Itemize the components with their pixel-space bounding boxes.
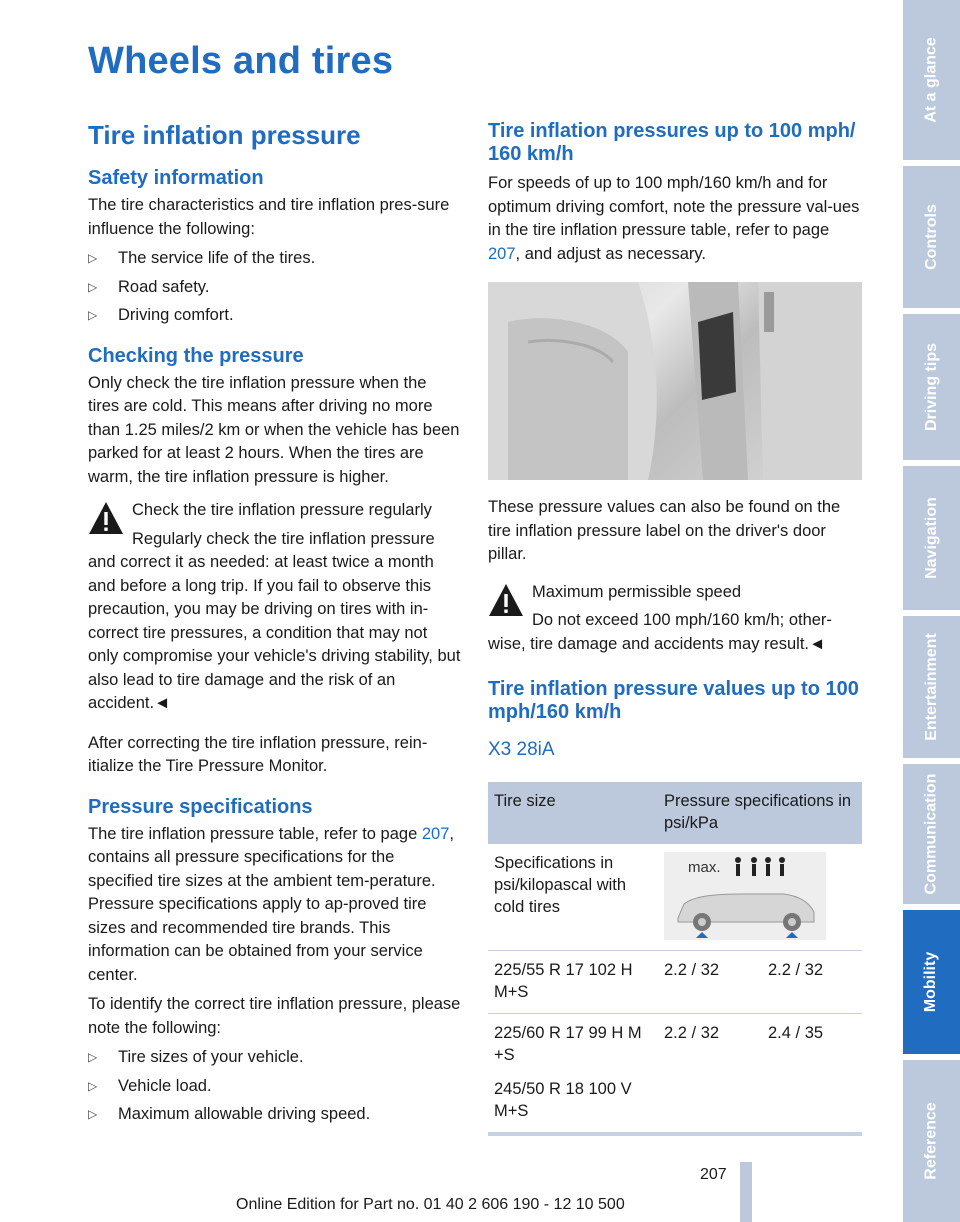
rear-pressure-cell: 2.2 / 32	[762, 951, 862, 1014]
safety-intro: The tire characteristics and tire inflation pres-sure influence the following:	[88, 196, 450, 238]
left-column	[88, 118, 462, 1132]
tire-size-cell: 225/55 R 17 102 H M+S	[488, 951, 658, 1014]
after-text: After correcting the tire inflation pressure, rein-itialize the Tire Pressure Monitor.	[88, 733, 428, 775]
table-row	[488, 951, 862, 1014]
column-header: Pressure specifications in psi/kPa	[658, 782, 862, 844]
pressure-heading: Pressure specifications	[88, 795, 313, 818]
tab-communication[interactable]: Communication	[903, 764, 960, 904]
rear-pressure-cell: 2.4 / 35	[762, 1014, 862, 1135]
pressure-text: The tire inflation pressure table, refer to page 207, contains all pressure specifications for the specified tire sizes at the ambient tem-perature. Pressure specifications apply to ap-proved tire sizes and recommended tire brands. This information can be obtained from your service center.	[88, 824, 454, 984]
page-link[interactable]: 207	[488, 244, 516, 263]
speed-text: For speeds of up to 100 mph/160 km/h and for optimum driving comfort, note the pressure val-ues in the tire inflation pressure table, refer to page 207, and adjust as necessary.	[488, 174, 860, 263]
warning-icon	[88, 501, 124, 535]
warning-body: Do not exceed 100 mph/160 km/h; other-wise, tire damage and accidents may result.◄	[488, 611, 832, 653]
checking-heading: Checking the pressure	[88, 344, 304, 367]
triangle-bullet-icon: ▷	[88, 251, 98, 265]
safety-list	[88, 247, 462, 328]
page-title: Wheels and tires	[88, 40, 394, 82]
table-row	[488, 1014, 862, 1135]
values-heading: Tire inflation pressure values up to 100 mph/160 km/h	[488, 678, 859, 723]
page-number: 207	[700, 1166, 727, 1183]
door-pillar-illustration	[488, 282, 862, 480]
column-header: Tire size	[488, 782, 658, 844]
tab-entertainment[interactable]: Entertainment	[903, 616, 960, 758]
label-text: These pressure values can also be found on the tire inflation pressure label on the driver's door pillar.	[488, 498, 841, 563]
list-item: ▷ Vehicle load.	[88, 1075, 462, 1099]
warning-block	[488, 581, 862, 657]
list-item: ▷ Maximum allowable driving speed.	[88, 1103, 462, 1127]
table-row	[488, 844, 862, 951]
front-pressure-cell: 2.2 / 32	[658, 951, 762, 1014]
list-item: ▷ Road safety.	[88, 276, 462, 300]
chapter-tabs	[903, 0, 960, 1222]
triangle-bullet-icon: ▷	[88, 1078, 98, 1093]
footer-text: Online Edition for Part no. 01 40 2 606 190 - 12 10 500	[236, 1196, 625, 1213]
tab-driving-tips[interactable]: Driving tips	[903, 314, 960, 460]
identify-text: To identify the correct tire inflation pressure, please note the following:	[88, 995, 461, 1037]
warning-title: Maximum permissible speed	[532, 582, 742, 601]
tab-mobility[interactable]: Mobility	[903, 910, 960, 1054]
checking-text: Only check the tire inflation pressure when the tires are cold. This means after driving no more than 1.25 miles/2 km or when the vehicle has been parked for at least 2 hours. When the tires are warm, the tire inflation pressure is higher.	[88, 373, 460, 486]
page-marker-bar	[740, 1162, 752, 1222]
list-item: ▷ Tire sizes of your vehicle.	[88, 1046, 462, 1070]
model-heading: X3 28iA	[488, 739, 555, 760]
page-link[interactable]: 207	[421, 824, 450, 843]
triangle-bullet-icon: ▷	[88, 1107, 98, 1121]
car-load-icon	[664, 852, 826, 940]
warning-icon	[488, 583, 524, 617]
tire-size-cell: 225/60 R 17 99 H M +S 245/50 R 18 100 V M+S	[488, 1014, 658, 1135]
warning-title: Check the tire inflation pressure regularly	[132, 501, 432, 519]
section-title: Tire inflation pressure	[88, 120, 361, 150]
table-header-row	[488, 782, 862, 844]
door-pillar-photo	[488, 282, 862, 480]
load-diagram	[664, 852, 826, 940]
list-item: ▷ Driving comfort.	[88, 304, 462, 328]
right-column	[488, 120, 862, 1136]
spec-label: Specifications in psi/kilopascal with cold tires	[488, 844, 658, 951]
triangle-bullet-icon: ▷	[88, 279, 98, 294]
identify-list	[88, 1046, 462, 1127]
warning-body: Regularly check the tire inflation pressure and correct it as needed: at least twice a month and before a long trip. If you fail to observe this precaution, you may be driving on tires with in-correct tire pressures, a condition that may not only compromise your vehicle's driving stability, but also lead to tire damage and the risk of an accident.◄	[88, 529, 461, 712]
triangle-bullet-icon: ▷	[88, 1050, 98, 1064]
pressure-table	[488, 782, 862, 1136]
tab-navigation[interactable]: Navigation	[903, 466, 960, 610]
front-pressure-cell: 2.2 / 32	[658, 1014, 762, 1135]
max-label: max.	[688, 859, 721, 876]
triangle-bullet-icon: ▷	[88, 308, 98, 322]
safety-heading: Safety information	[88, 167, 264, 189]
tab-reference[interactable]: Reference	[903, 1060, 960, 1222]
tab-at-a-glance[interactable]: At a glance	[903, 0, 960, 160]
list-item: ▷ The service life of the tires.	[88, 247, 462, 271]
warning-block	[88, 499, 462, 716]
speed-heading: Tire inflation pressures up to 100 mph/ 160 km/h	[488, 120, 856, 165]
tab-controls[interactable]: Controls	[903, 166, 960, 308]
